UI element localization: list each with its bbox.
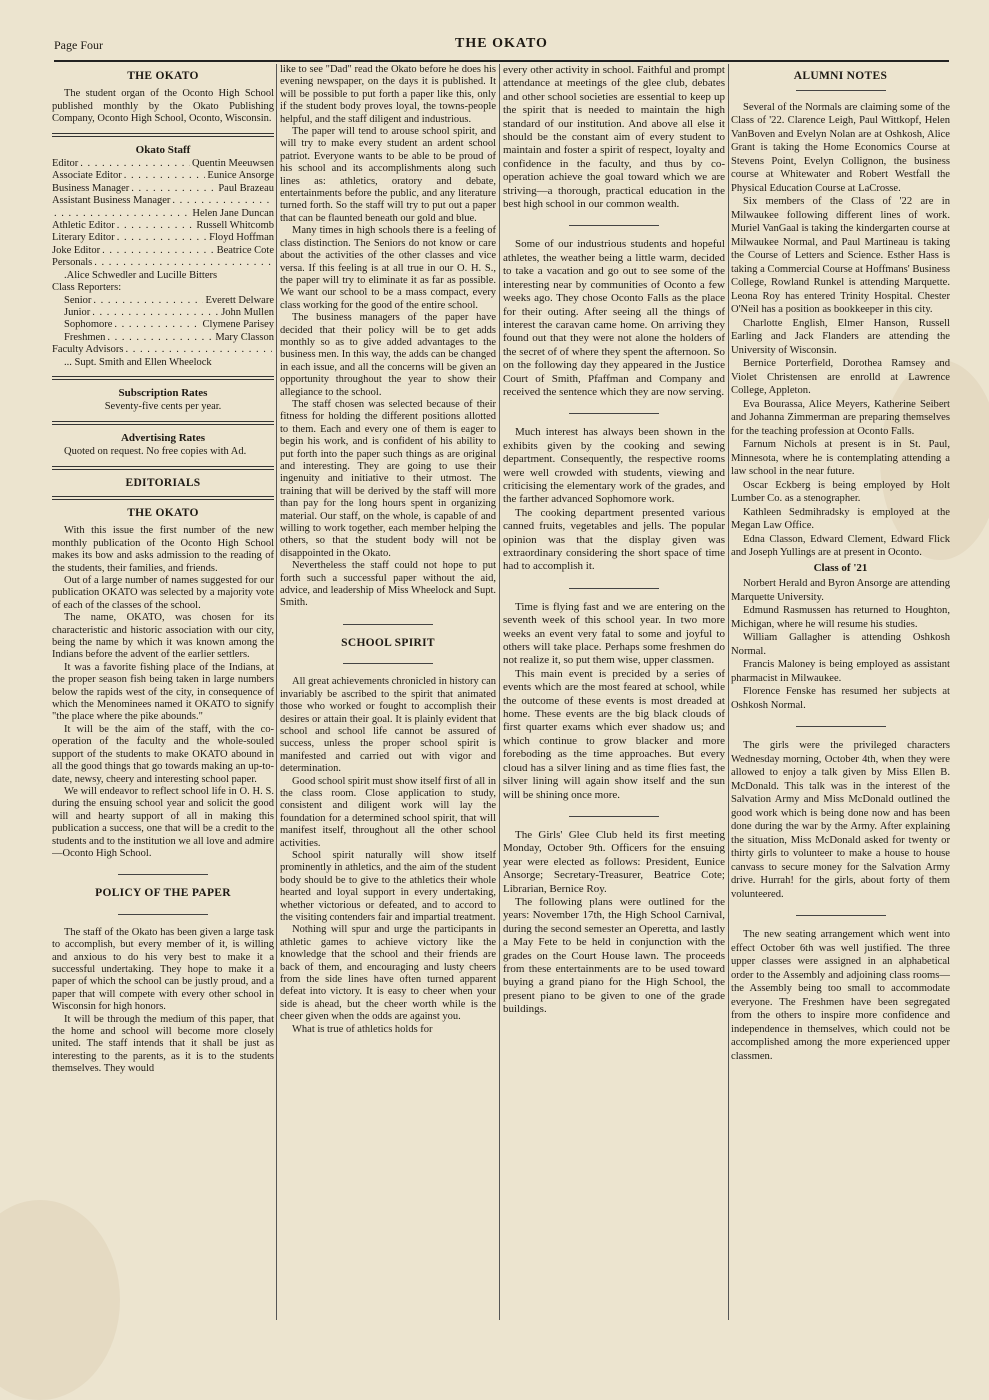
staff-entry-text: Business Manager xyxy=(52,182,130,194)
paragraph: Much interest has always been shown in the exhibits given by the cooking and sewing department. Consequently, the respective rooms were well crowded with students, viewing and criticising the elementary work of the grades, and the farther advanced Sophomore work. xyxy=(503,426,725,506)
paragraph: every other activity in school. Faithful and prompt attendance at meetings of the glee club, debates and other school societies are essential to keep up the spirit that is needed to maintain the high standard of our institution. And above all else it should be the constant aim of every student to maintain and foster a spirit of respect, loyalty and confidence in the faculty, and thus by co-operation achieve the goal toward which we are striving—a thorough, practical education in the best high school in our common wealth. xyxy=(503,64,725,211)
paragraph: Nothing will spur and urge the participants in athletic games to achieve victory like the knowledge that the school and their friends are back of them, and encouraging and lusty cheers from the side lines have often turned apparent defeat into victory. It is easy to cheer when your side is ahead, but the cheer worth while is the cheer given when the odds are against you. xyxy=(280,924,496,1023)
paragraph: It will be the aim of the staff, with the co-operation of the faculty and the whole-souled support of the students to make OKATO abound in all the good things that go towards making an up-to-date, newsy, cheery and interesting school paper. xyxy=(52,723,274,785)
staff-entry-text: Helen Jane Duncan xyxy=(192,207,274,219)
staff-entry-text: Russell Whitcomb xyxy=(196,220,274,232)
paragraph: Norbert Herald and Byron Ansorge are attending Marquette University. xyxy=(731,578,950,603)
school-spirit-title: SCHOOL SPIRIT xyxy=(341,636,435,649)
divider xyxy=(569,413,659,414)
paragraph: It was a favorite fishing place of the Indians, at the proper season fish being taken in large numbers below the rapids west of the city, in consequence of which the Menominees named it OKATO to signify "the place where the pike abounds." xyxy=(52,661,274,723)
divider xyxy=(52,496,274,500)
paragraph: The business managers of the paper have decided that their policy will be to get adds monthly so as to give added advantages to the business men. In this way, the adds can be changed in each issue, and all the concerns will be given an opportunity throughout the year to show their allegiance to the school. xyxy=(280,312,496,398)
paragraph: Bernice Porterfield, Dorothea Ramsey and Violet Christensen are enrolld at Lawrence College, Appleton. xyxy=(731,358,950,396)
column-rule xyxy=(276,64,277,1320)
staff-entry-text: Clymene Parisey xyxy=(202,319,274,331)
faculty-row xyxy=(52,344,274,356)
column-rule xyxy=(499,64,500,1320)
paragraph: It will be through the medium of this paper, that the home and school will become more closely united. The staff intends that it shall be just as interesting to the parents, as it is to the students themselves. They would xyxy=(52,1013,274,1075)
reporter-row xyxy=(52,295,274,307)
page-number: Page Four xyxy=(54,38,103,52)
staff-row xyxy=(52,257,274,269)
paragraph: The girls were the privileged characters Wednesday morning, October 4th, when they were allowed to enjoy a talk given by Miss Ellen B. McDonald. This talk was in the interest of the Salvation Army and Miss McDonald outlined the good work which is being done now and has been done during the war by the Army. After explaining the situation, Miss McDonald asked for twenty or thirty girls to volunteer to make a house to house canvass to secure money for the Salvation Army drive. Hurrah! for the girls, about forty of them volunteered. xyxy=(731,740,950,900)
dot-leader xyxy=(117,232,207,244)
staff-entry-text: Assistant Business Manager xyxy=(52,195,171,207)
paragraph: Nevertheless the staff could not hope to put forth such a successful paper without the aid, advice, and leadership of Miss Wheelock and Supt. Smith. xyxy=(280,560,496,609)
staff-row xyxy=(52,245,274,257)
staff-entry-text: Freshmen xyxy=(64,331,106,343)
paragraph: With this issue the first number of the new monthly publication of the Oconto High School makes its bow and asks admission to the reading of the students, their families, and friends. xyxy=(52,525,274,574)
divider xyxy=(52,376,274,380)
divider xyxy=(569,225,659,226)
staff-entry-text: Sophomore xyxy=(64,319,113,331)
class-reporters-label: Class Reporters: xyxy=(52,282,122,294)
paragraph: Out of a large number of names suggested for our publication OKATO was selected by a majority vote of each of the classes of the school. xyxy=(52,575,274,611)
page-header xyxy=(54,38,949,62)
column-4 xyxy=(731,64,950,1324)
paragraph: The cooking department presented various canned fruits, vegetables and jells. The popular opinion was that the display given was extraordinary considering the short space of time had to accomplish it. xyxy=(503,506,725,573)
staff-row xyxy=(52,208,274,220)
divider xyxy=(796,90,886,91)
dot-leader xyxy=(172,195,272,207)
class-of-21-title: Class of '21 xyxy=(813,561,868,574)
staff-entry-text: Mary Classon xyxy=(215,331,274,343)
dot-leader xyxy=(92,307,219,319)
paragraph: The staff of the Okato has been given a large task to accomplish, but every member of it, is willing and anxious to do his very best to make it a successful undertaking. They hope to make it a paper of which the school can be justly proud, and a paper that will compete with every other school in Wisconsin for high honors. xyxy=(52,926,274,1013)
masthead: THE OKATO xyxy=(455,36,548,51)
dot-leader xyxy=(131,183,216,195)
staff-entry-text: John Mullen xyxy=(221,306,274,318)
staff-entry-text: Quentin Meeuwsen xyxy=(192,158,274,170)
subscription-title: Subscription Rates xyxy=(118,386,208,399)
okato-description: The student organ of the Oconto High School published monthly by the Okato Publishing Company, Oconto High School, Oconto, Wisconsin. xyxy=(52,88,274,125)
paragraph: Charlotte English, Elmer Hanson, Russell Earling and Jack Flanders are attending the University of Wisconsin. xyxy=(731,317,950,356)
paragraph: The Girls' Glee Club held its first meeting Monday, October 9th. Officers for the ensuing year were elected as follows: President, Eunice Ansorge; Secretary-Treasurer, Beatrice Cote; Librarian, Bernice Roy. xyxy=(503,828,725,895)
divider xyxy=(118,914,208,915)
advertising-title: Advertising Rates xyxy=(120,431,206,444)
paragraph: The staff chosen was selected because of their fitness for holding the different positions allotted to them. Each and every one of them is eager to begin his work, and is confident of his ability to put forth into the paper such things as are original and interesting. They are going to use their ingenuity and initiative to their utmost. The training that will be derived by the staff will more than pay for the long hours spent in organizing material. Our staff, on the whole, is capable of and willing to work together, each member helping the others, so that the student body will not be disappointed in the Okato. xyxy=(280,398,496,559)
dot-leader xyxy=(125,344,272,356)
divider xyxy=(52,466,274,470)
staff-entry-text: Joke Editor xyxy=(52,244,101,256)
divider xyxy=(569,588,659,589)
paragraph: Florence Fenske has resumed her subjects at Oshkosh Normal. xyxy=(731,686,950,711)
paragraph: Edmund Rasmussen has returned to Houghton, Michigan, where he will resume his studies. xyxy=(731,605,950,630)
advertising-text: Quoted on request. No free copies with Ad. xyxy=(64,446,247,458)
divider xyxy=(52,133,274,137)
column-rule xyxy=(728,64,729,1320)
paragraph: Several of the Normals are claiming some of the Class of '22. Clarence Leigh, Paul Wittkopf, Helen VanBoven and Evelyn Nolan are at Oshkosh, Alice Grant is taking the Home Economics Course at Stevens Point, Evelyn Collignon, the business course at Whitewater and Robert Westfall the Physical Education Course at LaCrosse. xyxy=(731,101,950,194)
dot-leader xyxy=(124,170,206,182)
divider xyxy=(796,915,886,916)
dot-leader xyxy=(117,220,195,232)
staff-entry-text: Literary Editor xyxy=(52,232,115,244)
paragraph: William Gallagher is attending Oshkosh Normal. xyxy=(731,632,950,657)
column-2 xyxy=(280,64,496,1324)
staff-row xyxy=(52,158,274,170)
staff-row xyxy=(52,232,274,244)
paragraph: Kathleen Sedmihradsky is employed at the Megan Law Office. xyxy=(731,506,950,531)
reporter-row xyxy=(52,332,274,344)
staff-entry-text: Personals xyxy=(52,257,93,269)
paragraph: Six members of the Class of '22 are in Milwaukee following different lines of work. Muriel VanGaal is taking the kindergarten course at Milwaukee Normal, and Paul Martineau is taking the Course of Letters and Science. Esther Hass is taking a Commercial Course at Hoffmans' Business College, Rowland Runkel is attending Marquette. Leona Roy has entered Trinity Hospital. Chester O'Neil has a position as bookkeeper in this city. xyxy=(731,196,950,315)
divider xyxy=(118,874,208,875)
reporter-row xyxy=(52,319,274,331)
staff-entry-text: Faculty Advisors xyxy=(52,344,124,356)
paragraph: School spirit naturally will show itself prominently in athletics, and the aim of the student body should be to give to the athletics their whole hearted and loyal support in every undertaking, whether victorious or defeated, and to accord to the visiting contenders fair and impartial treatment. xyxy=(280,849,496,923)
divider xyxy=(569,816,659,817)
staff-entry-text: Everett Delware xyxy=(205,294,274,306)
paragraph: The name, OKATO, was chosen for its characteristic and historic association with our city, being the name by which it was known among the Indians before the advent of the earlier settlers. xyxy=(52,612,274,661)
editorials-title: EDITORIALS xyxy=(125,476,201,489)
staff-entry-text: Eunice Ansorge xyxy=(207,170,274,182)
staff-entry-text: Beatrice Cote xyxy=(216,244,274,256)
staff-entry-text: Editor xyxy=(52,158,79,170)
staff-row xyxy=(52,195,274,207)
paragraph: The new seating arrangement which went into effect October 6th was well justified. The three upper classes were assigned in an alphabetical order to the Assembly and adjoining class rooms—the Assembly being too small to accommodate everyone. The Freshmen have been segregated from the others to inspire more confidence and independence in themselves, which could not be accomplished among the more experienced upper classmen. xyxy=(731,929,950,1062)
personals-names: .Alice Schwedler and Lucille Bitters xyxy=(64,269,218,281)
editorial-okato-title: THE OKATO xyxy=(127,506,199,519)
paragraph: Farnum Nichols at present is in St. Paul, Minnesota, where he is contemplating attending a law school in the near future. xyxy=(731,439,950,477)
policy-title: POLICY OF THE PAPER xyxy=(95,887,231,900)
dot-leader xyxy=(102,245,214,257)
paragraph: Many times in high schools there is a feeling of class distinction. The Seniors do not know or care about the activities of the other classes and vice versa. If this feeling is at all true in our O. H. S., the paper will try to eliminate it as far as possible. We want our school to be a mass compact, every class working for the good of the entire school. xyxy=(280,225,496,311)
staff-row xyxy=(52,220,274,232)
staff-row xyxy=(52,170,274,182)
alumni-notes-title: ALUMNI NOTES xyxy=(793,70,888,82)
paragraph: Some of our industrious students and hopeful athletes, the weather being a little warm, decided to take a vacation and go out to see some of the interesting near by communities of Oconto a few weeks ago. They chose Oconto Falls as the place for their outing. After seeing all the things of interest the caravan came home. On arriving they found out that they were not alone the holders of the secret of of where they spent the afternoon. So on the following day they appeared in the Justice Court of Smith, Pfaffman and Company and received the sentence which they are now serving. xyxy=(503,238,725,398)
paragraph: We will endeavor to reflect school life in O. H. S. during the ensuing school year and solicit the good will and hearty support of all in making this publication a success, one that will be a credit to the students and to the institution we all love and admire —Oconto High School. xyxy=(52,785,274,859)
dot-leader xyxy=(107,332,213,344)
divider xyxy=(796,726,886,727)
staff-entry-text: Athletic Editor xyxy=(52,220,115,232)
dot-leader xyxy=(93,295,203,307)
okato-masthead-title: THE OKATO xyxy=(127,70,199,82)
dot-leader xyxy=(80,158,190,170)
paragraph: All great achievements chronicled in history can invariably be ascribed to the spirit that animated those who worked or fought to accomplish their desires or attain their goal. It is plainly evident that school and school life cannot be assured of success, unless the proper school spirit is manifested and carried out with vigor and determination. xyxy=(280,676,496,775)
paragraph: Good school spirit must show itself first of all in the class room. Close application to study, consistent and diligent work will lay the foundation for a determined school spirit, that will manifest itself, throughout all the other school activities. xyxy=(280,775,496,849)
staff-entry-text: Floyd Hoffman xyxy=(209,232,274,244)
paragraph: like to see "Dad" read the Okato before he does his evening newspaper, on the days it is published. It will be possible to put forth a paper like this, only if the student body proves loyal, the towns-people helpful, and the staff diligent and industrious. xyxy=(280,64,496,125)
paragraph: The paper will tend to arouse school spirit, and will try to make every student an ardent school patriot. Everyone wants to be able to be proud of his school and its accomplishments along such lines as: athletics, oratory and debate, entertainments before the public, and any literature turned forth. So the staff will try to put out a paper that can be flaunted beneath our gold and blue. xyxy=(280,126,496,224)
staff-title: Okato Staff xyxy=(135,143,191,156)
divider xyxy=(52,421,274,425)
staff-entry-text: Paul Brazeau xyxy=(218,182,274,194)
paragraph: What is true of athletics holds for xyxy=(292,1023,433,1035)
faculty-names: ... Supt. Smith and Ellen Wheelock xyxy=(64,356,212,368)
divider xyxy=(343,663,433,664)
reporter-row xyxy=(52,307,274,319)
subscription-text: Seventy-five cents per year. xyxy=(104,401,222,413)
staff-entry-text: Junior xyxy=(64,306,91,318)
paragraph: Eva Bourassa, Alice Meyers, Katherine Seibert and Johanna Zimmerman are preparing themselves for the teaching profession at Oconto Falls. xyxy=(731,398,950,437)
staff-entry-text: Associate Editor xyxy=(52,170,122,182)
paragraph: The following plans were outlined for the years: November 17th, the High School Carnival, during the second semester an Operetta, and lastly a May Fete to be held in conjunction with the grades on the Court House lawn. The proceeds from these entertainments are to be used toward buying a grand piano for the High School, the present piano to be given to one of the grade buildings. xyxy=(503,895,725,1016)
column-3 xyxy=(503,64,725,1324)
paragraph: Edna Classon, Edward Clement, Edward Flick and Joseph Yullings are at present in Oconto. xyxy=(731,533,950,558)
staff-row xyxy=(52,183,274,195)
paragraph: Oscar Eckberg is being employed by Holt Lumber Co. as a stenographer. xyxy=(731,479,950,504)
paragraph: Francis Maloney is being employed as assistant pharmacist in Milwaukee. xyxy=(731,659,950,684)
dot-leader xyxy=(54,208,190,220)
paragraph: This main event is precided by a series of events which are the most feared at school, while the outcome of these events is most dreaded at home. These events are the big black clouds of first quarter exams which ever shadow us; and which continue to grow blacker and more foreboding as the time approaches. But every cloud has a silver lining and as time flies fast, the silver lining will again show itself and the sun will be shining once more. xyxy=(503,667,725,801)
divider xyxy=(343,624,433,625)
paragraph: Time is flying fast and we are entering on the seventh week of this school year. In two more weeks an event very fatal to some and joyful to others will take place. Perhaps some freshmen do not realize it, so put them wise, upper classmen. xyxy=(503,600,725,667)
staff-entry-text: Senior xyxy=(64,294,92,306)
dot-leader xyxy=(94,257,272,269)
column-1 xyxy=(52,64,274,1324)
dot-leader xyxy=(114,319,200,331)
